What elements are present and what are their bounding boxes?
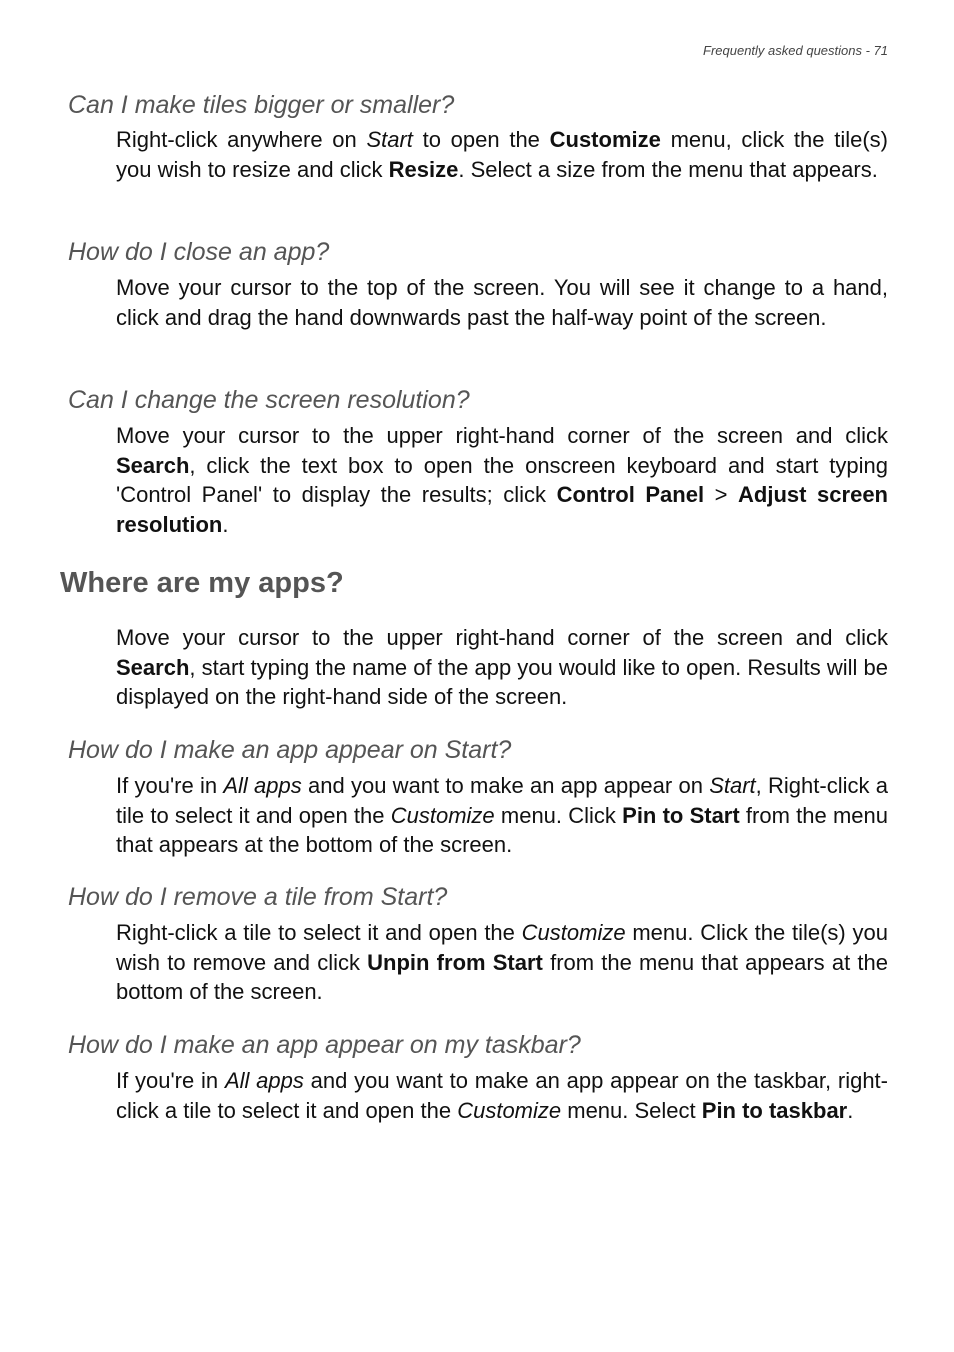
italic-term: All apps (223, 773, 302, 798)
bold-term: Search (116, 654, 190, 680)
bold-term: Resize (388, 156, 459, 182)
text-run: . Select a size from the menu that appears. (458, 156, 878, 182)
italic-term: Start (366, 127, 413, 152)
text-run: If you're in (116, 1068, 225, 1093)
faq-close-app (0, 237, 954, 332)
text-run: . (847, 1097, 854, 1123)
text-run: , Right-click a tile to select it and open the (116, 773, 888, 828)
running-header: Frequently asked questions - 71 (703, 43, 888, 58)
text-run: from the menu that appears at the bottom of the screen. (116, 949, 888, 1004)
answer-paragraph (116, 273, 888, 332)
text-run: menu. Click the tile(s) you wish to remove and click (116, 920, 888, 975)
question-heading: Can I change the screen resolution? (68, 386, 470, 414)
text-run: and you want to make an app appear on the taskbar, right-click a tile to select it and open the (116, 1068, 888, 1123)
answer-paragraph (116, 771, 888, 860)
bold-term: Unpin from Start (367, 949, 543, 975)
bold-term: Pin to taskbar (701, 1097, 848, 1123)
answer-paragraph (116, 421, 888, 539)
bold-term: Adjust screen resolution (116, 482, 888, 537)
faq-remove-tile (0, 882, 954, 1007)
italic-term: Customize (390, 802, 495, 828)
question-heading: How do I make an app appear on my taskbar? (68, 1031, 581, 1059)
bold-term: Pin to Start (622, 802, 740, 828)
faq-tiles-size (0, 90, 954, 184)
text-run: . (222, 511, 229, 537)
italic-term: Customize (521, 920, 626, 945)
bold-term: Customize (549, 127, 661, 152)
italic-term: Start (709, 773, 756, 798)
text-run: Right-click a tile to select it and open the (116, 920, 522, 945)
question-heading: Can I make tiles bigger or smaller? (68, 91, 455, 119)
where-are-my-apps (0, 566, 954, 712)
text-run: Move your cursor to the top of the screen. You will see it change to a hand, click and drag the hand downwards past the half-way point of the screen. (116, 275, 888, 330)
text-run: and you want to make an app appear on (301, 773, 710, 798)
text-run: If you're in (116, 773, 224, 798)
text-run: from the menu that appears at the bottom of the screen. (116, 802, 888, 857)
text-run: Right-click anywhere on (116, 127, 367, 152)
question-heading: How do I remove a tile from Start? (68, 883, 448, 911)
text-run: menu, click the tile(s) you wish to resize and click (116, 127, 888, 182)
section-heading: Where are my apps? (60, 567, 344, 599)
faq-app-on-taskbar (0, 1030, 954, 1125)
bold-term: Search (116, 452, 190, 478)
text-run: > (704, 482, 739, 507)
text-run: menu. Select (561, 1097, 702, 1123)
text-run: Move your cursor to the upper right-hand corner of the screen and click (116, 423, 888, 448)
faq-screen-resolution (0, 385, 954, 539)
text-run: , click the text box to open the onscreen keyboard and start typing 'Control Panel' to display the results; click (116, 452, 888, 507)
text-run: Move your cursor to the upper right-hand corner of the screen and click (116, 625, 888, 650)
question-heading: How do I close an app? (68, 238, 330, 266)
answer-paragraph (116, 1066, 888, 1125)
italic-term: All apps (224, 1068, 304, 1093)
text-run: , start typing the name of the app you would like to open. Results will be displayed on the right-hand side of the screen. (116, 654, 888, 709)
italic-term: Customize (457, 1097, 562, 1123)
answer-paragraph (116, 918, 888, 1007)
bold-term: Control Panel (556, 482, 705, 507)
question-heading: How do I make an app appear on Start? (68, 736, 512, 764)
faq-app-on-start (0, 735, 954, 860)
answer-paragraph (116, 125, 888, 184)
text-run: menu. Click (494, 802, 623, 828)
text-run: to open the (412, 127, 550, 152)
answer-paragraph (116, 623, 888, 712)
